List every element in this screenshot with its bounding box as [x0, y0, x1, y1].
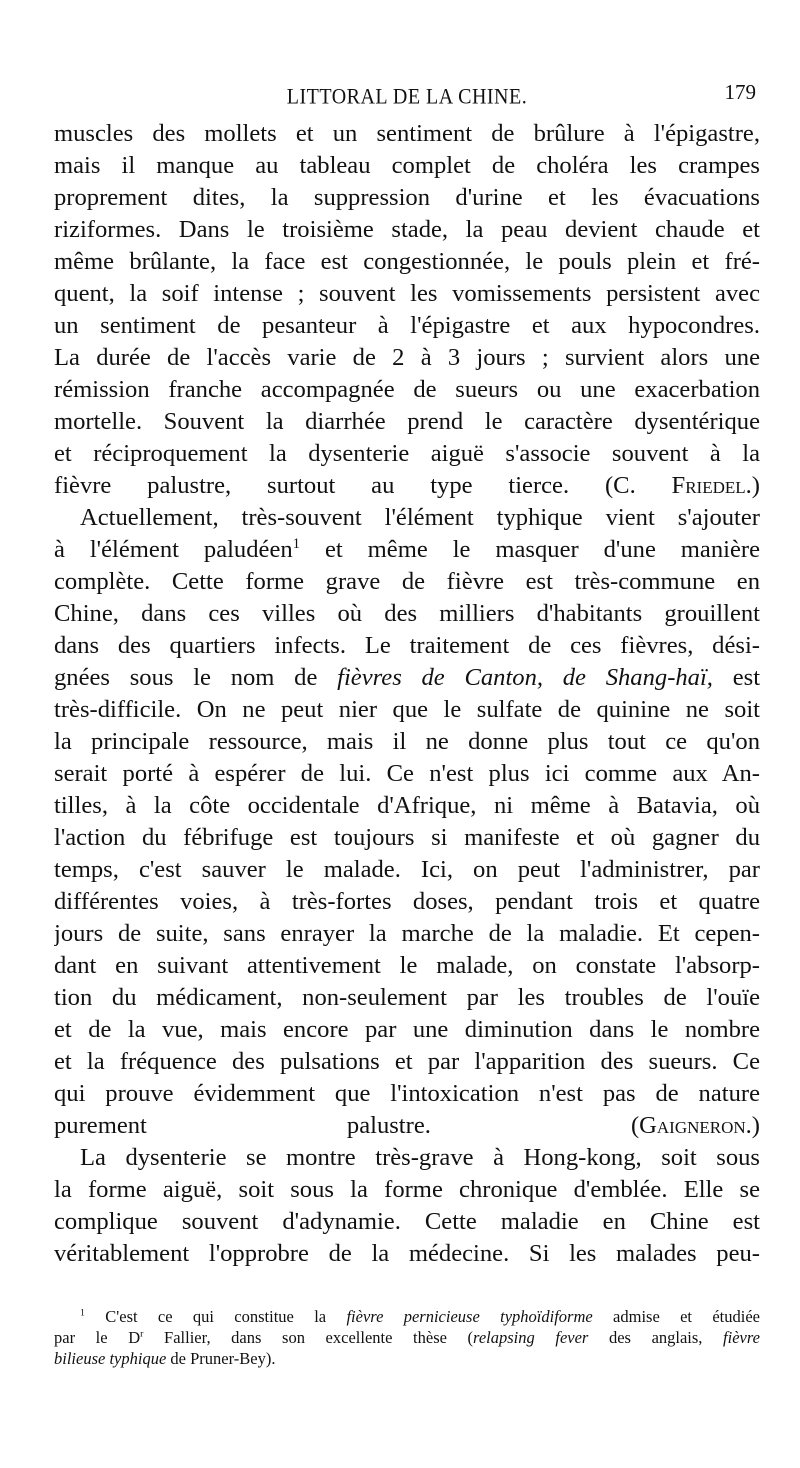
running-head: [54, 76, 760, 116]
text-line: [54, 534, 760, 566]
text-line: [54, 1110, 760, 1142]
text-segment: par le D: [54, 1328, 141, 1347]
text-line: l'action du fébrifuge est toujours si manifeste et où gagner du: [54, 824, 760, 851]
paragraph-1: [54, 118, 760, 502]
text-line: tion du médicament, non-seulement par les troubles de l'ouïe: [54, 984, 760, 1011]
text-line: jours de suite, sans enrayer la marche de la maladie. Et cepen-: [54, 920, 760, 947]
italic-segment: relapsing fever: [473, 1328, 589, 1347]
text-line: différentes voies, à très-fortes doses, pendant trois et quatre: [54, 888, 760, 915]
text-line: mais il manque au tableau complet de choléra les crampes: [54, 152, 760, 179]
text-line: La durée de l'accès varie de 2 à 3 jours ; survient alors une: [54, 344, 760, 371]
signature: (C. Friedel.): [604, 472, 760, 499]
text-line: et la fréquence des pulsations et par l'apparition des sueurs. Ce: [54, 1048, 760, 1075]
book-page: [54, 76, 760, 1369]
text-line: La dysenterie se montre très-grave à Hong-kong, soit sous: [80, 1144, 760, 1171]
text-segment: à l'élément paludéen: [54, 536, 293, 563]
text-line: complique souvent d'adynamie. Cette maladie en Chine est: [54, 1208, 760, 1235]
paragraph-3: [54, 1142, 760, 1270]
text-line: [54, 470, 760, 502]
text-segment: des anglais,: [588, 1328, 724, 1347]
page-number: 179: [724, 80, 756, 104]
footnote-line: [54, 1327, 760, 1348]
text-segment: admise et étudiée: [592, 1307, 760, 1326]
footnote-line: [54, 1306, 760, 1327]
text-line: rémission franche accompagnée de sueurs ou une exacerbation: [54, 376, 760, 403]
text-line: la principale ressource, mais il ne donne plus tout ce qu'on: [54, 728, 760, 755]
text-line: mortelle. Souvent la diarrhée prend le caractère dysentérique: [54, 408, 760, 435]
text-line: riziformes. Dans le troisième stade, la peau devient chaude et: [54, 216, 760, 243]
text-segment: purement palustre.: [54, 1112, 431, 1139]
text-line: la forme aiguë, soit sous la forme chronique d'emblée. Elle se: [54, 1176, 760, 1203]
text-line: et de la vue, mais encore par une diminution dans le nombre: [54, 1016, 760, 1043]
text-segment: C'est ce qui constitue la: [84, 1307, 347, 1326]
text-segment: de Pruner-Bey).: [166, 1349, 276, 1368]
italic-segment: fièvre: [723, 1328, 760, 1347]
footnote-line: [54, 1348, 760, 1369]
text-line: tilles, à la côte occidentale d'Afrique, ni même à Batavia, où: [54, 792, 760, 819]
italic-segment: bilieuse typhique: [54, 1349, 167, 1368]
text-line: même brûlante, la face est congestionnée, le pouls plein et fré-: [54, 248, 760, 275]
text-segment: est: [712, 664, 760, 691]
text-line: serait porté à espérer de lui. Ce n'est plus ici comme aux An-: [54, 760, 760, 787]
text-line: muscles des mollets et un sentiment de brûlure à l'épigastre,: [54, 120, 760, 147]
footnote-number: 1: [80, 1307, 85, 1319]
text-line: véritablement l'opprobre de la médecine. Si les malades peu-: [54, 1240, 760, 1267]
text-segment: fièvre palustre, surtout au type tierce.: [54, 472, 570, 499]
signature: (Gaigneron.): [630, 1112, 760, 1139]
text-line: proprement dites, la suppression d'urine et les évacuations: [54, 184, 760, 211]
text-line: temps, c'est sauver le malade. Ici, on peut l'administrer, par: [54, 856, 760, 883]
superscript: r: [140, 1328, 144, 1340]
footnote: [54, 1306, 760, 1369]
running-title: LITTORAL DE LA CHINE.: [286, 84, 528, 110]
text-segment: gnées sous le nom de: [54, 664, 318, 691]
paragraph-2: [54, 502, 760, 1142]
text-line: quent, la soif intense ; souvent les vomissements persistent avec: [54, 280, 760, 307]
text-line: Actuellement, très-souvent l'élément typhique vient s'ajouter: [80, 504, 760, 531]
text-line: dant en suivant attentivement le malade, on constate l'absorp-: [54, 952, 760, 979]
text-line: dans des quartiers infects. Le traitement de ces fièvres, dési-: [54, 632, 760, 659]
text-line: et réciproquement la dysenterie aiguë s'associe souvent à la: [54, 440, 760, 467]
text-line: Chine, dans ces villes où des milliers d'habitants grouillent: [54, 600, 760, 627]
text-segment: Fallier, dans son excellente thèse (: [143, 1328, 474, 1347]
text-line: complète. Cette forme grave de fièvre est très-commune en: [54, 568, 760, 595]
footnote-mark: 1: [292, 535, 301, 552]
italic-segment: fièvres de Canton, de Shang-haï,: [337, 664, 713, 691]
text-segment: et même le masquer d'une manière: [300, 536, 760, 563]
text-line: très-difficile. On ne peut nier que le sulfate de quinine ne soit: [54, 696, 760, 723]
text-line: qui prouve évidemment que l'intoxication n'est pas de nature: [54, 1080, 760, 1107]
text-line: un sentiment de pesanteur à l'épigastre et aux hypocondres.: [54, 312, 760, 339]
italic-segment: fièvre pernicieuse typhoïdiforme: [346, 1307, 593, 1326]
text-line: [54, 662, 760, 694]
